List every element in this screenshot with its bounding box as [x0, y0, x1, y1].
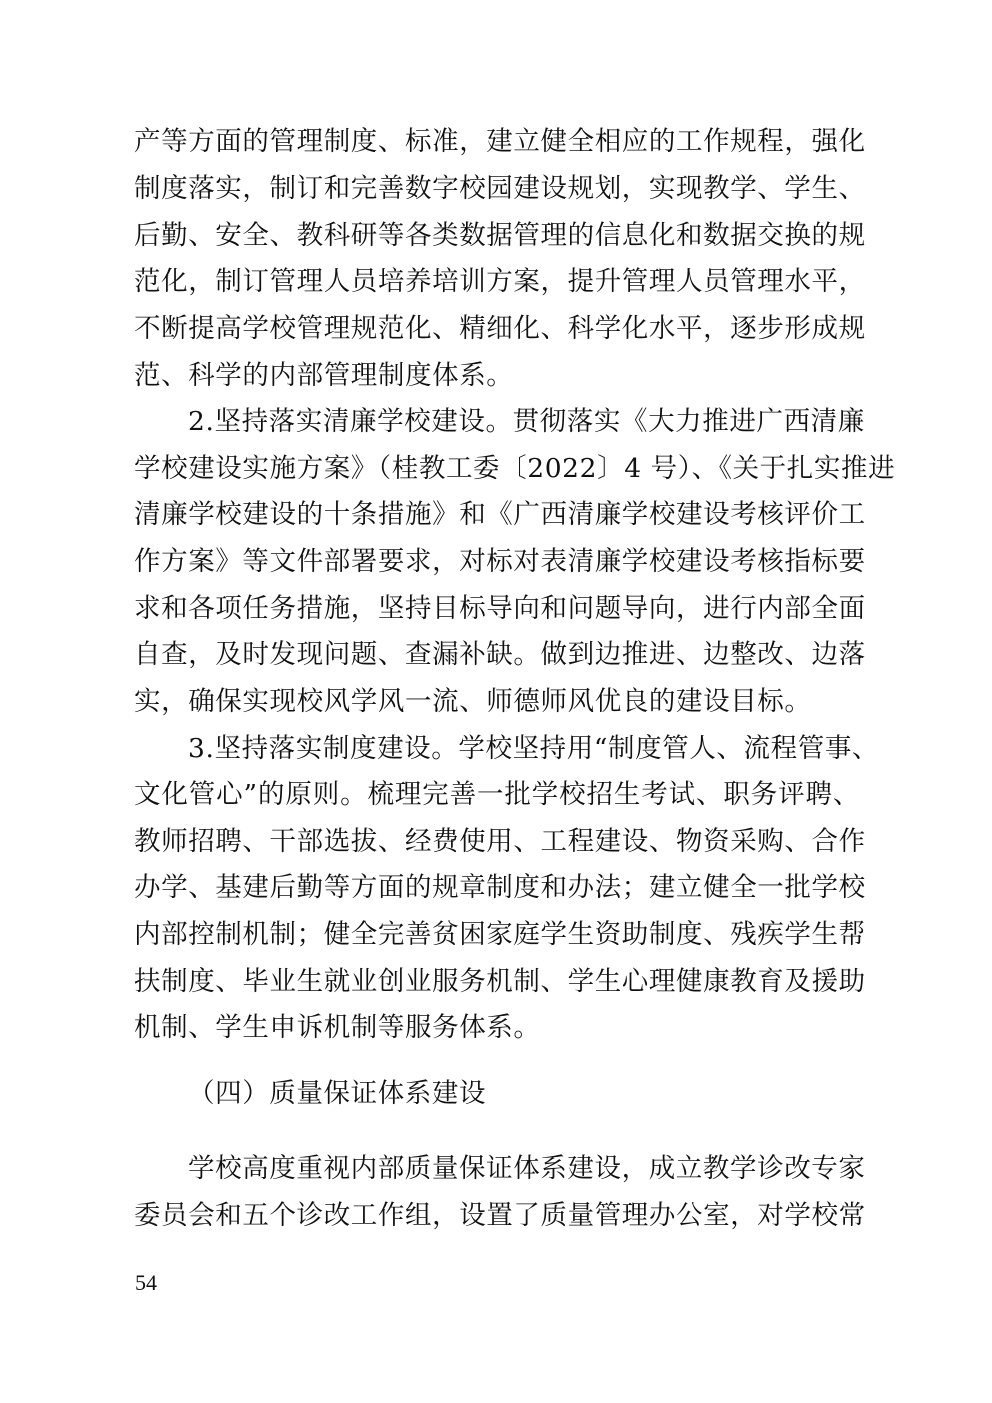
paragraph-line: 范、科学的内部管理制度体系。: [134, 360, 514, 391]
paragraph-line: 实，确保实现校风学风一流、师德师风优良的建设目标。: [134, 686, 812, 717]
paragraph-line: 3.坚持落实制度建设。学校坚持用“制度管人、流程管事、: [188, 733, 880, 764]
paragraph-line: 制度落实，制订和完善数字校园建设规划，实现教学、学生、: [134, 173, 866, 204]
paragraph-line: 求和各项任务措施，坚持目标导向和问题导向，进行内部全面: [134, 593, 866, 624]
paragraph-line: 自查，及时发现问题、查漏补缺。做到边推进、边整改、边落: [134, 639, 866, 670]
paragraph-line: 文化管心”的原则。梳理完善一批学校招生考试、职务评聘、: [134, 779, 860, 810]
paragraph-line: 教师招聘、干部选拔、经费使用、工程建设、物资采购、合作: [134, 826, 866, 857]
paragraph-line: 后勤、安全、教科研等各类数据管理的信息化和数据交换的规: [134, 220, 866, 251]
paragraph-line: 内部控制机制；健全完善贫困家庭学生资助制度、残疾学生帮: [134, 919, 866, 950]
paragraph-line: 学校高度重视内部质量保证体系建设，成立教学诊改专家: [188, 1153, 866, 1184]
paragraph-line: 范化，制订管理人员培养培训方案，提升管理人员管理水平，: [134, 266, 866, 297]
paragraph-line: 不断提高学校管理规范化、精细化、科学化水平，逐步形成规: [134, 313, 866, 344]
section-heading: （四）质量保证体系建设: [188, 1078, 487, 1109]
paragraph-line: 2.坚持落实清廉学校建设。贯彻落实《大力推进广西清廉: [188, 406, 865, 437]
paragraph-line: 产等方面的管理制度、标准，建立健全相应的工作规程，强化: [134, 126, 866, 157]
paragraph-line: 学校建设实施方案》（桂教工委〔2022〕4 号）、《关于扎实推进: [134, 453, 896, 484]
paragraph-line: 办学、基建后勤等方面的规章制度和办法；建立健全一批学校: [134, 872, 866, 903]
page-number: 54: [135, 1270, 157, 1295]
paragraph-line: 委员会和五个诊改工作组，设置了质量管理办公室，对学校常: [134, 1200, 866, 1231]
paragraph-line: 扶制度、毕业生就业创业服务机制、学生心理健康教育及援助: [134, 966, 866, 997]
paragraph-line: 作方案》等文件部署要求，对标对表清廉学校建设考核指标要: [134, 546, 866, 577]
paragraph-line: 机制、学生申诉机制等服务体系。: [134, 1012, 541, 1043]
paragraph-line: 清廉学校建设的十条措施》和《广西清廉学校建设考核评价工: [134, 499, 866, 530]
